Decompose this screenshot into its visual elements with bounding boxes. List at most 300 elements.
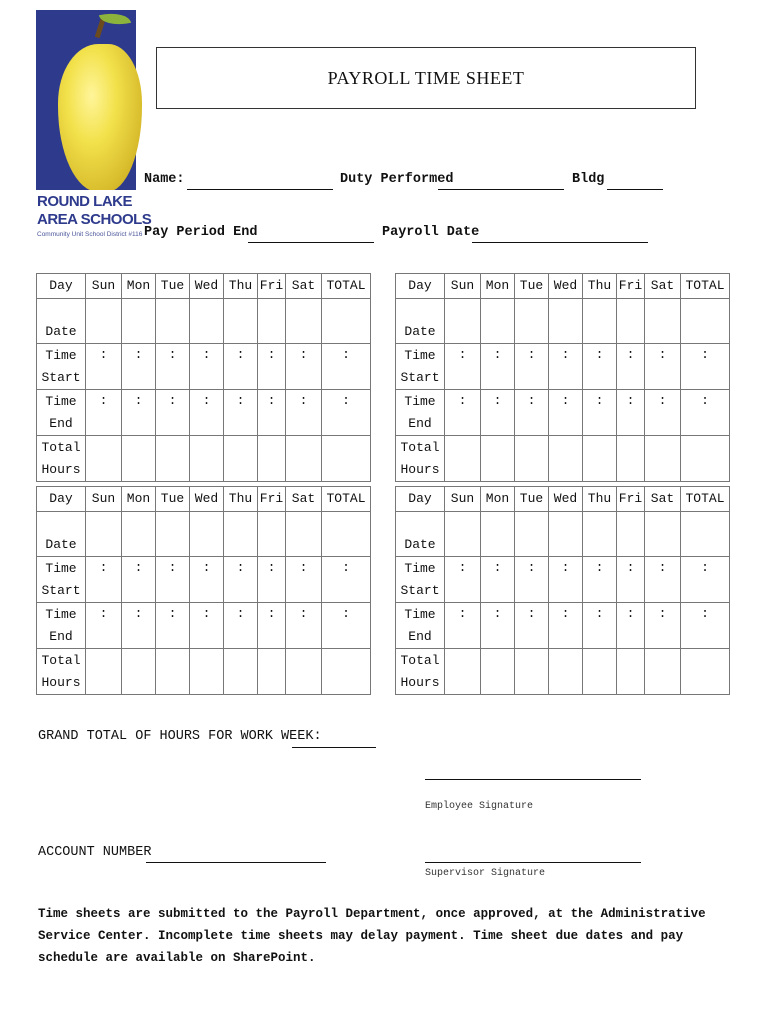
time-start-cell-sat[interactable]	[645, 344, 681, 390]
date-cell-tue[interactable]	[156, 512, 190, 557]
time-start-cell-tue[interactable]	[156, 557, 190, 603]
day-header-row	[396, 487, 730, 512]
colon-separator: :	[595, 393, 604, 408]
column-header-total: TOTAL	[681, 274, 730, 299]
date-cell-total[interactable]	[681, 512, 730, 557]
colon-separator: :	[202, 560, 211, 575]
time-start-cell-total[interactable]	[322, 557, 371, 603]
time-end-cell-fri[interactable]	[258, 603, 286, 649]
colon-separator: :	[168, 560, 177, 575]
colon-separator: :	[299, 560, 308, 575]
payroll-date-field[interactable]	[472, 241, 648, 243]
column-header-wed: Wed	[190, 487, 224, 512]
row-label-line: Total	[400, 439, 440, 455]
total-hours-cell-mon[interactable]	[481, 436, 515, 482]
time-start-row	[396, 557, 730, 603]
total-hours-cell-thu[interactable]	[583, 649, 617, 695]
column-header-tue: Tue	[515, 274, 549, 299]
colon-separator: :	[236, 606, 245, 621]
date-cell-mon[interactable]	[481, 512, 515, 557]
time-end-cell-sun[interactable]	[445, 603, 481, 649]
week-grid-2	[395, 273, 730, 482]
total-hours-cell-sat[interactable]	[645, 436, 681, 482]
total-hours-cell-wed[interactable]	[549, 436, 583, 482]
time-start-cell-mon[interactable]	[122, 557, 156, 603]
time-start-cell-wed[interactable]	[190, 557, 224, 603]
colon-separator: :	[342, 606, 350, 621]
time-end-cell-sat[interactable]	[286, 603, 322, 649]
time-end-cell-sat[interactable]	[645, 603, 681, 649]
time-end-cell-tue[interactable]	[156, 603, 190, 649]
total-hours-cell-wed[interactable]	[549, 649, 583, 695]
time-start-cell-sat[interactable]	[645, 557, 681, 603]
date-cell-fri[interactable]	[617, 299, 645, 344]
time-end-cell-mon[interactable]	[122, 603, 156, 649]
colon-separator: :	[202, 347, 211, 362]
time-start-cell-fri[interactable]	[617, 344, 645, 390]
row-label-time-start	[396, 557, 445, 603]
week-grid-1	[36, 273, 371, 482]
payroll-date-label: Payroll Date	[382, 225, 480, 240]
total-hours-cell-sun[interactable]	[86, 649, 122, 695]
total-hours-cell-thu[interactable]	[224, 649, 258, 695]
colon-separator: :	[134, 393, 143, 408]
date-row	[396, 299, 730, 344]
row-label-line: Hours	[41, 461, 81, 477]
time-end-cell-tue[interactable]	[515, 603, 549, 649]
total-hours-cell-sat[interactable]	[286, 436, 322, 482]
time-start-cell-wed[interactable]	[190, 344, 224, 390]
time-end-cell-fri[interactable]	[617, 390, 645, 436]
time-end-cell-mon[interactable]	[481, 390, 515, 436]
column-header-sat: Sat	[286, 274, 322, 299]
colon-separator: :	[626, 606, 635, 621]
row-label-line: End	[408, 628, 432, 644]
total-hours-cell-sat[interactable]	[645, 649, 681, 695]
colon-separator: :	[267, 560, 276, 575]
time-end-cell-total[interactable]	[322, 603, 371, 649]
date-cell-sat[interactable]	[645, 512, 681, 557]
date-cell-fri[interactable]	[258, 299, 286, 344]
total-hours-cell-fri[interactable]	[617, 436, 645, 482]
time-end-cell-sun[interactable]	[445, 390, 481, 436]
apple-leaf-icon	[99, 9, 131, 29]
total-hours-cell-tue[interactable]	[156, 649, 190, 695]
time-end-cell-wed[interactable]	[190, 390, 224, 436]
time-end-cell-thu[interactable]	[583, 603, 617, 649]
colon-separator: :	[267, 347, 276, 362]
time-end-cell-wed[interactable]	[190, 603, 224, 649]
row-label-line: Start	[400, 369, 440, 385]
column-header-thu: Thu	[224, 487, 258, 512]
date-cell-mon[interactable]	[481, 299, 515, 344]
column-header-thu: Thu	[583, 274, 617, 299]
date-cell-wed[interactable]	[190, 299, 224, 344]
time-start-cell-sat[interactable]	[286, 344, 322, 390]
colon-separator: :	[99, 606, 108, 621]
date-cell-thu[interactable]	[583, 512, 617, 557]
column-header-total: TOTAL	[322, 487, 371, 512]
column-header-sun: Sun	[86, 274, 122, 299]
date-cell-sun[interactable]	[86, 299, 122, 344]
date-cell-sat[interactable]	[645, 299, 681, 344]
row-label-line: Start	[41, 582, 81, 598]
colon-separator: :	[134, 606, 143, 621]
row-label-time-start	[37, 557, 86, 603]
time-end-cell-total[interactable]	[681, 603, 730, 649]
total-hours-cell-tue[interactable]	[515, 436, 549, 482]
date-cell-sat[interactable]	[286, 512, 322, 557]
total-hours-row	[37, 649, 371, 695]
colon-separator: :	[342, 347, 350, 362]
page-title: PAYROLL TIME SHEET	[327, 67, 525, 88]
time-start-cell-sun[interactable]	[445, 344, 481, 390]
day-header-row	[396, 274, 730, 299]
time-start-cell-sat[interactable]	[286, 557, 322, 603]
column-header-sat: Sat	[645, 487, 681, 512]
row-label-line: Time	[404, 560, 436, 576]
colon-separator: :	[595, 606, 604, 621]
colon-separator: :	[527, 347, 536, 362]
time-end-cell-wed[interactable]	[549, 603, 583, 649]
row-label-line: Hours	[41, 674, 81, 690]
row-label-time-end	[37, 603, 86, 649]
time-start-cell-thu[interactable]	[583, 344, 617, 390]
bldg-label: Bldg	[572, 172, 605, 187]
school-logo	[36, 10, 152, 243]
total-hours-row	[396, 436, 730, 482]
date-cell-thu[interactable]	[224, 299, 258, 344]
colon-separator: :	[626, 347, 635, 362]
time-end-cell-mon[interactable]	[481, 603, 515, 649]
row-label-line: Time	[45, 560, 77, 576]
date-cell-wed[interactable]	[549, 512, 583, 557]
column-header-tue: Tue	[515, 487, 549, 512]
colon-separator: :	[236, 393, 245, 408]
column-header-fri: Fri	[258, 274, 286, 299]
grand-total-field[interactable]	[292, 746, 376, 748]
pay-period-end-field[interactable]	[248, 241, 374, 243]
date-cell-sun[interactable]	[445, 512, 481, 557]
colon-separator: :	[236, 560, 245, 575]
total-hours-cell-sun[interactable]	[445, 649, 481, 695]
total-hours-cell-mon[interactable]	[481, 649, 515, 695]
colon-separator: :	[458, 347, 467, 362]
time-start-cell-wed[interactable]	[549, 557, 583, 603]
row-label-time-end	[37, 390, 86, 436]
time-start-cell-thu[interactable]	[583, 557, 617, 603]
colon-separator: :	[595, 560, 604, 575]
column-header-tue: Tue	[156, 487, 190, 512]
total-hours-cell-total[interactable]	[681, 436, 730, 482]
date-cell-fri[interactable]	[617, 512, 645, 557]
total-hours-cell-total[interactable]	[322, 436, 371, 482]
time-start-cell-wed[interactable]	[549, 344, 583, 390]
account-number-label: ACCOUNT NUMBER	[38, 845, 152, 860]
row-label-line: Hours	[400, 461, 440, 477]
date-cell-tue[interactable]	[515, 512, 549, 557]
colon-separator: :	[493, 393, 502, 408]
date-cell-sat[interactable]	[286, 299, 322, 344]
column-header-sun: Sun	[445, 274, 481, 299]
column-header-sat: Sat	[645, 274, 681, 299]
date-cell-mon[interactable]	[122, 512, 156, 557]
colon-separator: :	[701, 606, 709, 621]
row-label-line: End	[49, 628, 73, 644]
name-field[interactable]	[187, 188, 333, 190]
colon-separator: :	[493, 606, 502, 621]
time-end-cell-sun[interactable]	[86, 603, 122, 649]
total-hours-cell-sun[interactable]	[86, 436, 122, 482]
row-label-total-hours	[396, 649, 445, 695]
colon-separator: :	[236, 347, 245, 362]
row-label-line: End	[49, 415, 73, 431]
date-cell-fri[interactable]	[258, 512, 286, 557]
colon-separator: :	[202, 393, 211, 408]
logo-text	[36, 190, 152, 243]
colon-separator: :	[342, 393, 350, 408]
time-start-cell-total[interactable]	[681, 557, 730, 603]
date-cell-total[interactable]	[322, 299, 371, 344]
time-end-row	[37, 603, 371, 649]
time-end-cell-tue[interactable]	[156, 390, 190, 436]
day-header-row	[37, 274, 371, 299]
colon-separator: :	[267, 393, 276, 408]
column-header-wed: Wed	[190, 274, 224, 299]
total-hours-cell-tue[interactable]	[515, 649, 549, 695]
pay-period-end-label: Pay Period End	[144, 225, 258, 240]
colon-separator: :	[595, 347, 604, 362]
total-hours-cell-total[interactable]	[681, 649, 730, 695]
total-hours-cell-mon[interactable]	[122, 436, 156, 482]
date-cell-wed[interactable]	[549, 299, 583, 344]
time-start-cell-tue[interactable]	[515, 557, 549, 603]
colon-separator: :	[658, 347, 667, 362]
colon-separator: :	[701, 393, 709, 408]
row-label-line: Total	[41, 652, 81, 668]
total-hours-cell-sun[interactable]	[445, 436, 481, 482]
footer-note: Time sheets are submitted to the Payroll Department, once approved, at the Administrative Service Center. Incomplete time sheets may delay payment. Time sheet due dates and pay schedule are available on SharePoint.	[38, 907, 706, 965]
column-header-tue: Tue	[156, 274, 190, 299]
time-end-cell-wed[interactable]	[549, 390, 583, 436]
colon-separator: :	[561, 606, 570, 621]
row-label-day: Day	[37, 274, 86, 299]
time-start-cell-fri[interactable]	[258, 557, 286, 603]
row-label-time-start	[37, 344, 86, 390]
colon-separator: :	[701, 560, 709, 575]
date-row	[37, 512, 371, 557]
row-label-line: Time	[404, 347, 436, 363]
time-end-row	[396, 603, 730, 649]
row-label-line: Start	[400, 582, 440, 598]
time-start-cell-total[interactable]	[681, 344, 730, 390]
time-start-cell-mon[interactable]	[481, 557, 515, 603]
colon-separator: :	[493, 347, 502, 362]
time-start-cell-sun[interactable]	[445, 557, 481, 603]
week-grid-4	[395, 486, 730, 695]
row-label-line: Time	[404, 393, 436, 409]
row-label-day: Day	[396, 487, 445, 512]
total-hours-cell-sat[interactable]	[286, 649, 322, 695]
row-label-line: Time	[45, 347, 77, 363]
colon-separator: :	[561, 560, 570, 575]
time-end-cell-thu[interactable]	[224, 603, 258, 649]
date-cell-wed[interactable]	[190, 512, 224, 557]
row-label-line: Total	[41, 439, 81, 455]
duty-performed-label: Duty Performed	[340, 172, 454, 187]
colon-separator: :	[626, 560, 635, 575]
colon-separator: :	[299, 347, 308, 362]
row-label-time-end	[396, 390, 445, 436]
colon-separator: :	[458, 560, 467, 575]
row-label-line: Time	[404, 606, 436, 622]
time-end-cell-tue[interactable]	[515, 390, 549, 436]
colon-separator: :	[99, 393, 108, 408]
time-start-row	[396, 344, 730, 390]
colon-separator: :	[701, 347, 709, 362]
row-label-line: Start	[41, 369, 81, 385]
colon-separator: :	[299, 393, 308, 408]
supervisor-signature-label: Supervisor Signature	[425, 868, 546, 879]
column-header-sun: Sun	[445, 487, 481, 512]
row-label-line: Hours	[400, 674, 440, 690]
date-cell-tue[interactable]	[156, 299, 190, 344]
total-hours-cell-thu[interactable]	[224, 436, 258, 482]
time-start-cell-fri[interactable]	[617, 557, 645, 603]
date-cell-total[interactable]	[681, 299, 730, 344]
time-end-cell-mon[interactable]	[122, 390, 156, 436]
total-hours-cell-total[interactable]	[322, 649, 371, 695]
colon-separator: :	[202, 606, 211, 621]
total-hours-row	[396, 649, 730, 695]
column-header-total: TOTAL	[681, 487, 730, 512]
colon-separator: :	[658, 560, 667, 575]
time-end-cell-total[interactable]	[322, 390, 371, 436]
grand-total-label: GRAND TOTAL OF HOURS FOR WORK WEEK:	[38, 729, 322, 744]
row-label-day: Day	[37, 487, 86, 512]
logo-line-3: Community Unit School District #116	[37, 231, 143, 238]
time-start-cell-tue[interactable]	[156, 344, 190, 390]
date-cell-thu[interactable]	[583, 299, 617, 344]
total-hours-cell-fri[interactable]	[617, 649, 645, 695]
colon-separator: :	[527, 606, 536, 621]
time-start-cell-mon[interactable]	[122, 344, 156, 390]
row-label-line: Time	[45, 393, 77, 409]
colon-separator: :	[527, 393, 536, 408]
time-end-cell-sat[interactable]	[286, 390, 322, 436]
column-header-fri: Fri	[617, 274, 645, 299]
row-label-date: Date	[396, 512, 445, 557]
total-hours-cell-wed[interactable]	[190, 649, 224, 695]
total-hours-cell-fri[interactable]	[258, 649, 286, 695]
column-header-thu: Thu	[583, 487, 617, 512]
column-header-wed: Wed	[549, 487, 583, 512]
column-header-fri: Fri	[617, 487, 645, 512]
account-number-field[interactable]	[146, 861, 326, 863]
time-end-cell-fri[interactable]	[617, 603, 645, 649]
time-start-cell-sun[interactable]	[86, 344, 122, 390]
row-label-day: Day	[396, 274, 445, 299]
colon-separator: :	[134, 347, 143, 362]
column-header-mon: Mon	[481, 274, 515, 299]
bldg-field[interactable]	[607, 188, 663, 190]
week-grid-3	[36, 486, 371, 695]
total-hours-cell-thu[interactable]	[583, 436, 617, 482]
colon-separator: :	[99, 347, 108, 362]
colon-separator: :	[168, 393, 177, 408]
column-header-mon: Mon	[481, 487, 515, 512]
date-cell-total[interactable]	[322, 512, 371, 557]
row-label-total-hours	[37, 436, 86, 482]
date-cell-sun[interactable]	[445, 299, 481, 344]
time-end-cell-sun[interactable]	[86, 390, 122, 436]
employee-signature-line[interactable]	[425, 778, 641, 780]
time-end-cell-fri[interactable]	[258, 390, 286, 436]
duty-performed-field[interactable]	[438, 188, 564, 190]
page-title-box	[156, 47, 696, 109]
row-label-line: Time	[45, 606, 77, 622]
colon-separator: :	[561, 347, 570, 362]
logo-line-1: ROUND LAKE	[37, 193, 132, 210]
colon-separator: :	[342, 560, 350, 575]
total-hours-cell-fri[interactable]	[258, 436, 286, 482]
time-end-row	[396, 390, 730, 436]
supervisor-signature-line[interactable]	[425, 861, 641, 863]
total-hours-cell-wed[interactable]	[190, 436, 224, 482]
time-end-row	[37, 390, 371, 436]
row-label-line: End	[408, 415, 432, 431]
time-start-cell-thu[interactable]	[224, 344, 258, 390]
date-cell-mon[interactable]	[122, 299, 156, 344]
date-cell-sun[interactable]	[86, 512, 122, 557]
column-header-sat: Sat	[286, 487, 322, 512]
colon-separator: :	[168, 347, 177, 362]
time-end-cell-thu[interactable]	[224, 390, 258, 436]
time-start-cell-tue[interactable]	[515, 344, 549, 390]
row-label-time-start	[396, 344, 445, 390]
row-label-date: Date	[396, 299, 445, 344]
row-label-date: Date	[37, 299, 86, 344]
colon-separator: :	[299, 606, 308, 621]
time-start-cell-fri[interactable]	[258, 344, 286, 390]
time-start-cell-total[interactable]	[322, 344, 371, 390]
date-cell-tue[interactable]	[515, 299, 549, 344]
column-header-sun: Sun	[86, 487, 122, 512]
time-start-cell-sun[interactable]	[86, 557, 122, 603]
date-cell-thu[interactable]	[224, 512, 258, 557]
time-start-cell-mon[interactable]	[481, 344, 515, 390]
colon-separator: :	[561, 393, 570, 408]
column-header-mon: Mon	[122, 274, 156, 299]
colon-separator: :	[99, 560, 108, 575]
time-end-cell-total[interactable]	[681, 390, 730, 436]
time-start-row	[37, 557, 371, 603]
colon-separator: :	[527, 560, 536, 575]
date-row	[396, 512, 730, 557]
time-end-cell-sat[interactable]	[645, 390, 681, 436]
time-start-cell-thu[interactable]	[224, 557, 258, 603]
employee-signature-label: Employee Signature	[425, 801, 534, 812]
time-start-row	[37, 344, 371, 390]
colon-separator: :	[458, 606, 467, 621]
time-end-cell-thu[interactable]	[583, 390, 617, 436]
apple-icon	[58, 44, 142, 192]
column-header-fri: Fri	[258, 487, 286, 512]
total-hours-cell-mon[interactable]	[122, 649, 156, 695]
total-hours-row	[37, 436, 371, 482]
colon-separator: :	[658, 393, 667, 408]
total-hours-cell-tue[interactable]	[156, 436, 190, 482]
